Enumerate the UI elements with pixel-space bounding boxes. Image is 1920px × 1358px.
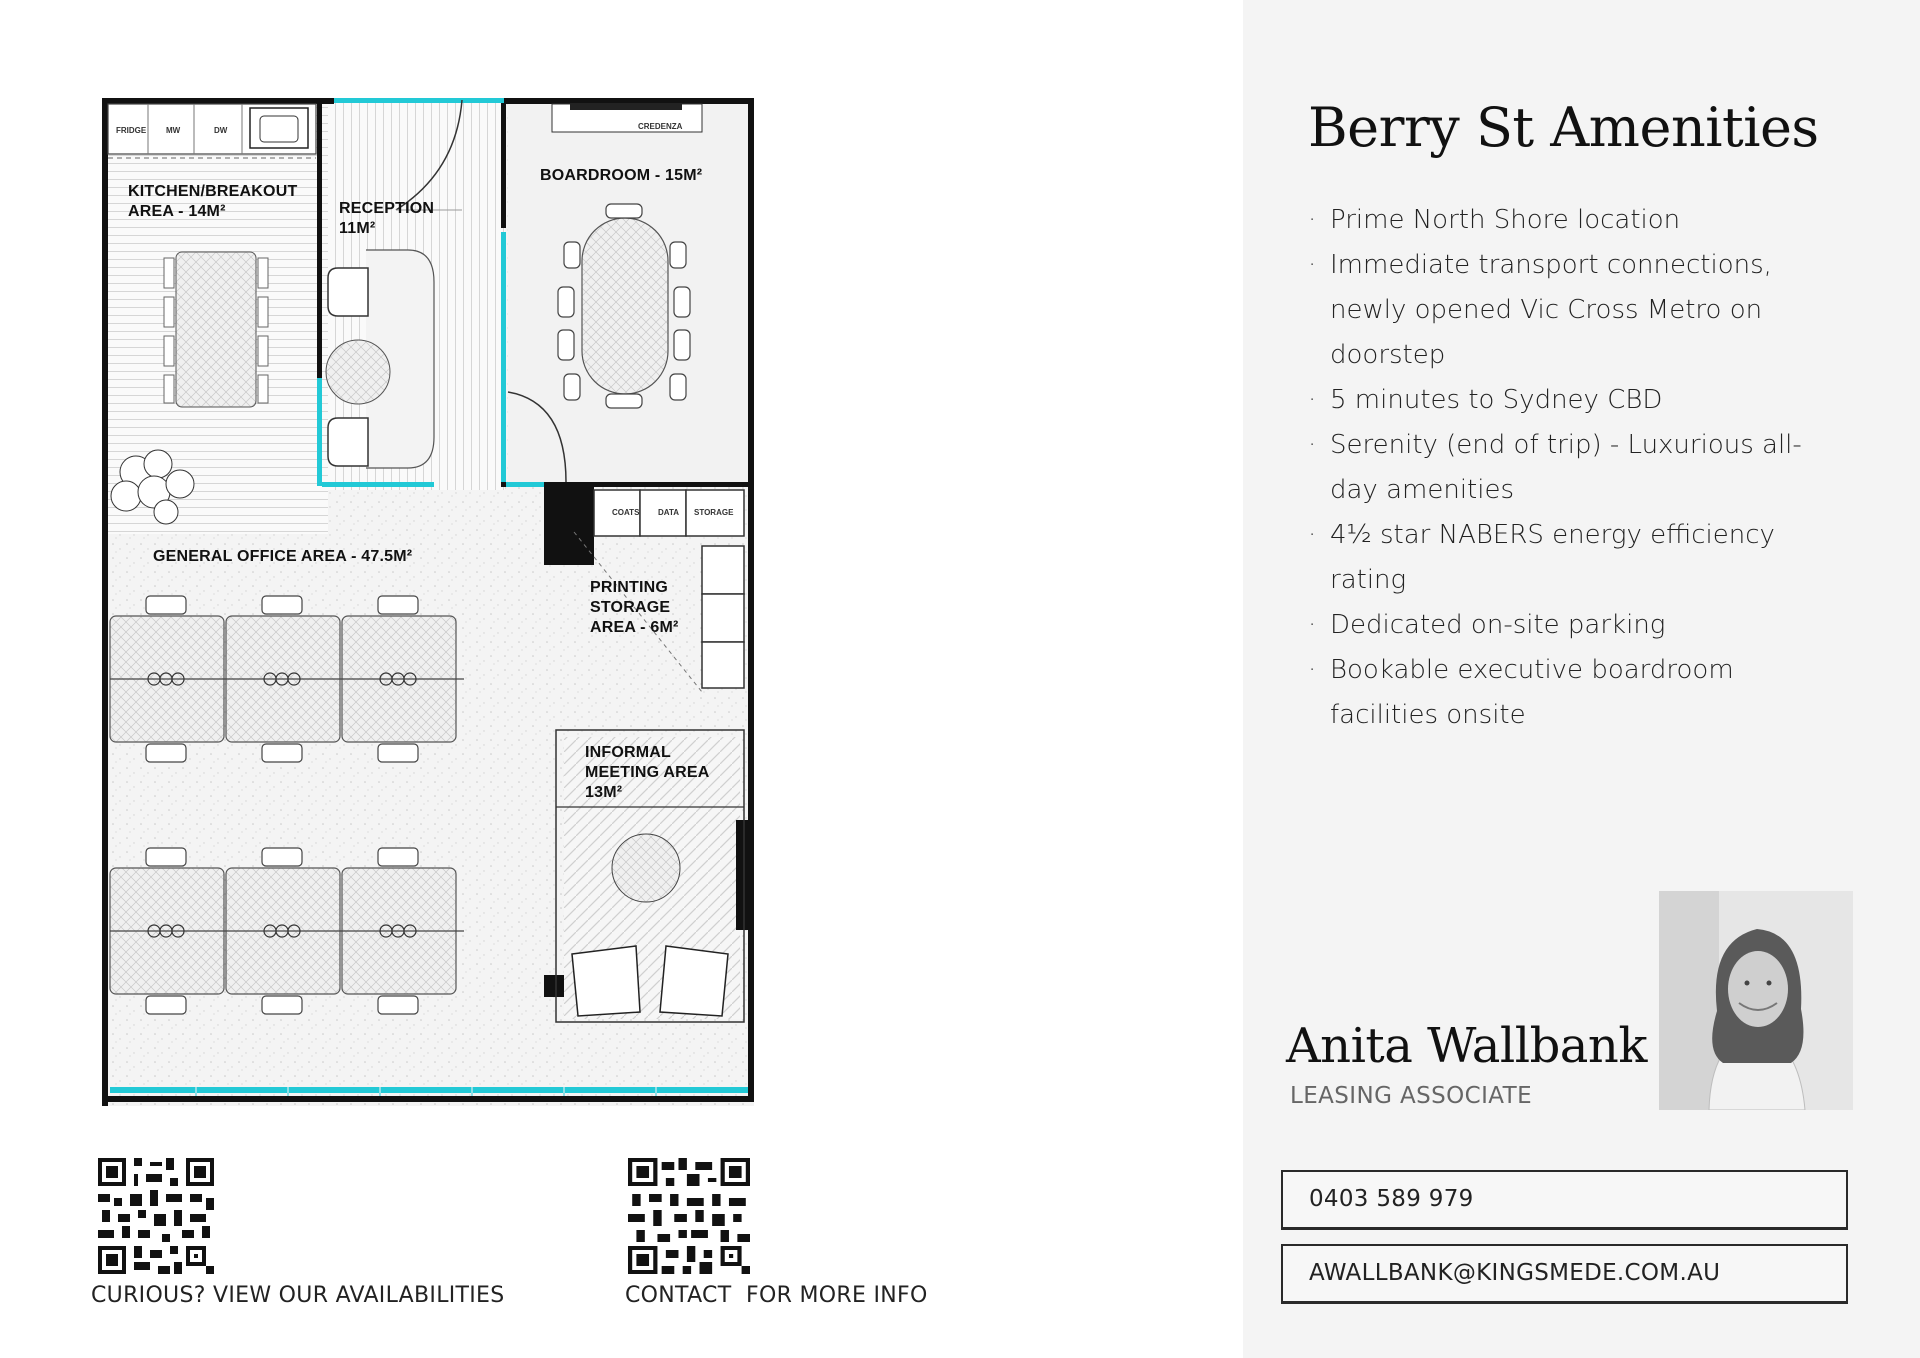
email-address[interactable]: AWALLBANK@KINGSMEDE.COM.AU bbox=[1309, 1260, 1721, 1286]
agent-name: Anita Wallbank bbox=[1286, 1018, 1647, 1074]
amenity-item: · Serenity (end of trip) - Luxurious all-day amenities bbox=[1306, 423, 1826, 513]
phone-number[interactable]: 0403 589 979 bbox=[1309, 1186, 1474, 1212]
room-label-kitchen: KITCHEN/BREAKOUT AREA - 14M² bbox=[128, 183, 298, 220]
qr-code-contact[interactable] bbox=[628, 1158, 750, 1274]
amenity-item: · Dedicated on-site parking bbox=[1306, 603, 1826, 648]
amenity-item: · 5 minutes to Sydney CBD bbox=[1306, 378, 1826, 423]
room-label-reception: RECEPTION 11M² bbox=[339, 200, 435, 237]
label-fridge: FRIDGE bbox=[116, 126, 147, 135]
phone-box[interactable] bbox=[1281, 1170, 1848, 1230]
label-credenza: CREDENZA bbox=[638, 122, 683, 131]
amenity-item: · 4½ star NABERS energy efficiency rating bbox=[1306, 513, 1826, 603]
label-data: DATA bbox=[658, 508, 680, 517]
page-title: Berry St Amenities bbox=[1308, 96, 1819, 159]
amenities-list bbox=[1306, 198, 1826, 738]
label-mw: MW bbox=[166, 126, 181, 135]
qr-code-availabilities[interactable] bbox=[98, 1158, 214, 1274]
room-label-informal: INFORMAL MEETING AREA 13M² bbox=[585, 744, 710, 801]
label-storage: STORAGE bbox=[694, 508, 734, 517]
label-coats: COATS bbox=[612, 508, 640, 517]
amenity-item: · Immediate transport connections, newly opened Vic Cross Metro on doorstep bbox=[1306, 243, 1826, 378]
agent-role: LEASING ASSOCIATE bbox=[1290, 1083, 1533, 1109]
amenity-item: · Prime North Shore location bbox=[1306, 198, 1826, 243]
agent-photo bbox=[1659, 891, 1853, 1110]
room-label-printing: PRINTING STORAGE AREA - 6M² bbox=[590, 579, 679, 636]
agent-portrait bbox=[1659, 891, 1853, 1110]
room-label-boardroom: BOARDROOM - 15M² bbox=[540, 167, 703, 184]
floor-plan bbox=[96, 92, 768, 1122]
qr-caption-contact: CONTACT FOR MORE INFO bbox=[625, 1283, 928, 1308]
email-box[interactable] bbox=[1281, 1244, 1848, 1304]
amenity-item: · Bookable executive boardroom facilities onsite bbox=[1306, 648, 1826, 738]
label-dw: DW bbox=[214, 126, 228, 135]
qr-caption-availabilities: CURIOUS? VIEW OUR AVAILABILITIES bbox=[91, 1283, 505, 1308]
room-label-general-office: GENERAL OFFICE AREA - 47.5M² bbox=[153, 548, 413, 565]
